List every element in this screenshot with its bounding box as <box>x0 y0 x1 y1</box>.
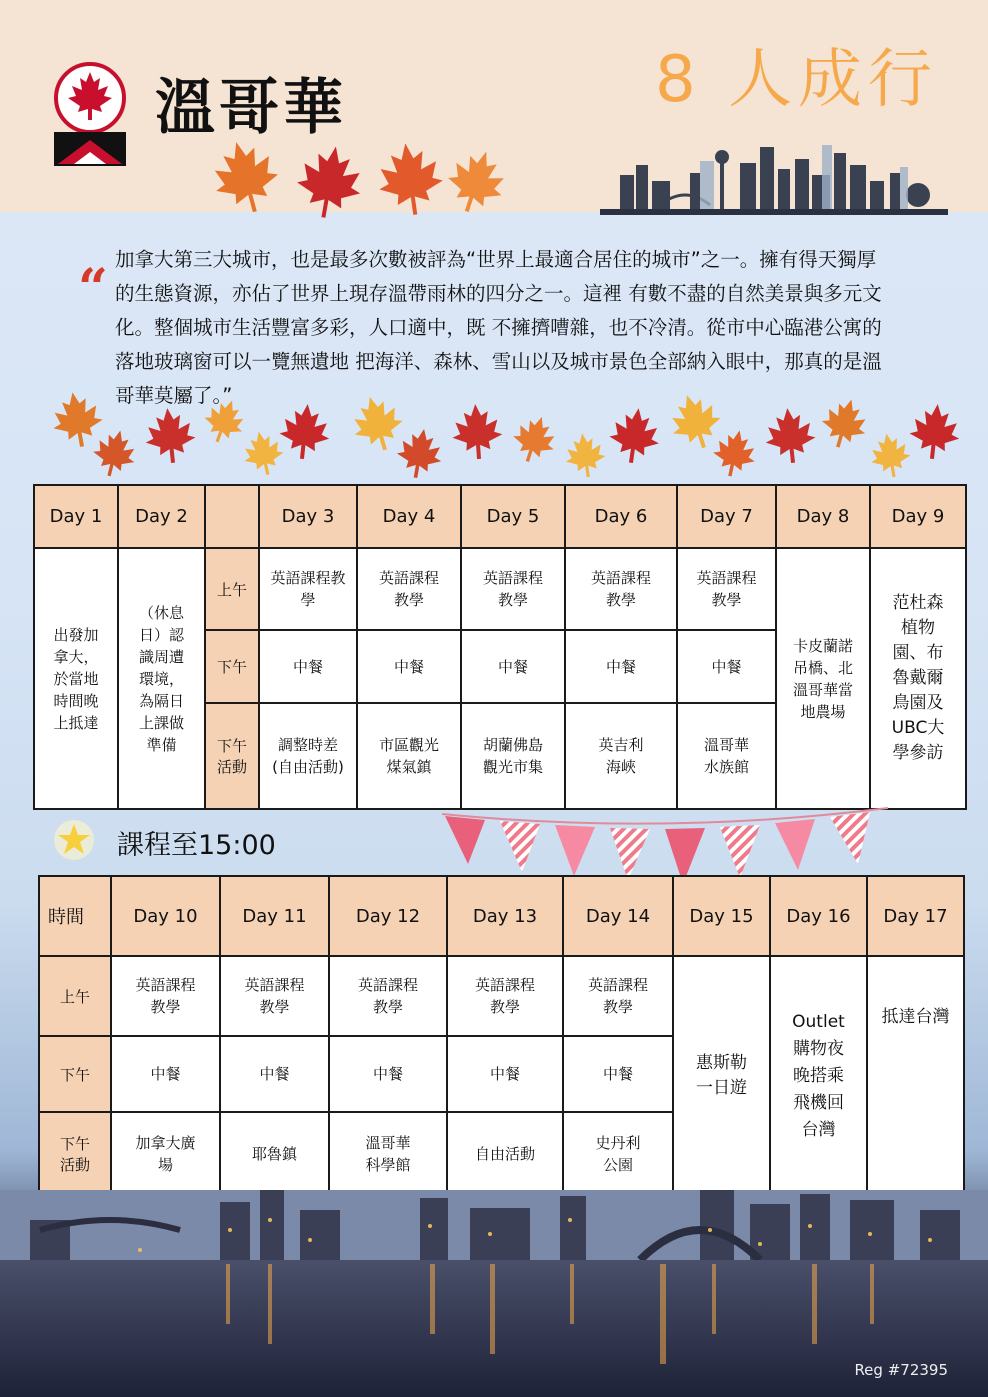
day14-morning: 英語課程教學 <box>563 956 673 1036</box>
day13-activity: 自由活動 <box>447 1112 563 1196</box>
day4-activity: 市區觀光煤氣鎮 <box>357 703 461 809</box>
day2-cell: （休息日）認識周遭環境，為隔日上課做準備 <box>118 548 205 809</box>
day6-morning: 英語課程教學 <box>565 548 677 630</box>
course-hours-title: 課程至15:00 <box>117 830 276 861</box>
maple-leaves-decoration <box>205 135 515 225</box>
day7-noon: 中餐 <box>677 630 776 703</box>
day3-morning: 英語課程教學 <box>259 548 357 630</box>
header-day3: Day 3 <box>259 485 357 548</box>
registration-number: Reg #72395 <box>854 1361 948 1379</box>
header-day9: Day 9 <box>870 485 966 548</box>
header-day16: Day 16 <box>770 876 867 956</box>
bunting-flags-decoration <box>440 806 890 886</box>
day14-activity: 史丹利公園 <box>563 1112 673 1196</box>
day12-activity: 溫哥華科學館 <box>329 1112 447 1196</box>
header-day8: Day 8 <box>776 485 870 548</box>
header-day4: Day 4 <box>357 485 461 548</box>
header-day11: Day 11 <box>220 876 329 956</box>
header-day12: Day 12 <box>329 876 447 956</box>
quote-mark-icon: “ <box>78 258 108 319</box>
day17-cell: 抵達台灣 <box>867 956 964 1196</box>
day10-morning: 英語課程教學 <box>111 956 220 1036</box>
day11-noon: 中餐 <box>220 1036 329 1112</box>
period-activity-2: 下午活動 <box>39 1112 111 1196</box>
group-size-label: 8 人成行 <box>655 43 939 117</box>
header-day1: Day 1 <box>34 485 118 548</box>
header-day6: Day 6 <box>565 485 677 548</box>
day1-cell: 出發加拿大，於當地時間晚上抵達 <box>34 548 118 809</box>
day3-noon: 中餐 <box>259 630 357 703</box>
header-day2: Day 2 <box>118 485 205 548</box>
schedule-table-week1 <box>33 484 967 810</box>
day16-cell: Outlet購物夜晚搭乘飛機回台灣 <box>770 956 867 1196</box>
canada-maple-logo <box>52 60 128 168</box>
day12-noon: 中餐 <box>329 1036 447 1112</box>
day10-noon: 中餐 <box>111 1036 220 1112</box>
day15-cell: 惠斯勒一日遊 <box>673 956 770 1196</box>
period-noon-2: 下午 <box>39 1036 111 1112</box>
vancouver-night-photo <box>0 1190 988 1397</box>
day9-cell: 范杜森植物園、布魯戴爾鳥園及UBC大學參訪 <box>870 548 966 809</box>
period-morning: 上午 <box>205 548 259 630</box>
day5-morning: 英語課程教學 <box>461 548 565 630</box>
vancouver-skyline-icon <box>600 135 948 215</box>
day5-activity: 胡蘭佛島觀光市集 <box>461 703 565 809</box>
day5-noon: 中餐 <box>461 630 565 703</box>
day4-morning: 英語課程教學 <box>357 548 461 630</box>
day11-morning: 英語課程教學 <box>220 956 329 1036</box>
star-icon <box>52 818 96 862</box>
day14-noon: 中餐 <box>563 1036 673 1112</box>
header-day5: Day 5 <box>461 485 565 548</box>
header-time: 時間 <box>39 876 111 956</box>
schedule-table-week2 <box>38 875 965 1197</box>
day12-morning: 英語課程教學 <box>329 956 447 1036</box>
header-day15: Day 15 <box>673 876 770 956</box>
day13-noon: 中餐 <box>447 1036 563 1112</box>
header-day13: Day 13 <box>447 876 563 956</box>
day10-activity: 加拿大廣場 <box>111 1112 220 1196</box>
day8-cell: 卡皮蘭諾吊橋、北溫哥華當地農場 <box>776 548 870 809</box>
day3-activity: 調整時差(自由活動) <box>259 703 357 809</box>
city-title: 溫哥華 <box>155 73 347 143</box>
period-noon: 下午 <box>205 630 259 703</box>
period-activity: 下午活動 <box>205 703 259 809</box>
header-day17: Day 17 <box>867 876 964 956</box>
header-period-blank <box>205 485 259 548</box>
intro-paragraph: 加拿大第三大城市，也是最多次數被評為“世界上最適合居住的城市”之一。擁有得天獨厚的生態資源，亦佔了世界上現存溫帶雨林的四分之一。這裡 有數不盡的自然美景與多元文化。整個城市生活豐富多彩，人口適中，既 不擁擠嘈雜，也不冷清。從市中心臨港公寓的落地玻璃窗可以一覽無遺地 把海洋、森林、雪山以及城市景色全部納入眼中，那真的是溫哥華莫屬了。” <box>115 248 882 407</box>
maple-leaves-border <box>45 390 965 485</box>
header-day10: Day 10 <box>111 876 220 956</box>
period-morning-2: 上午 <box>39 956 111 1036</box>
day13-morning: 英語課程教學 <box>447 956 563 1036</box>
header-day14: Day 14 <box>563 876 673 956</box>
header-day7: Day 7 <box>677 485 776 548</box>
day4-noon: 中餐 <box>357 630 461 703</box>
day7-morning: 英語課程教學 <box>677 548 776 630</box>
day11-activity: 耶魯鎮 <box>220 1112 329 1196</box>
day7-activity: 溫哥華水族館 <box>677 703 776 809</box>
day6-noon: 中餐 <box>565 630 677 703</box>
day6-activity: 英吉利海峽 <box>565 703 677 809</box>
